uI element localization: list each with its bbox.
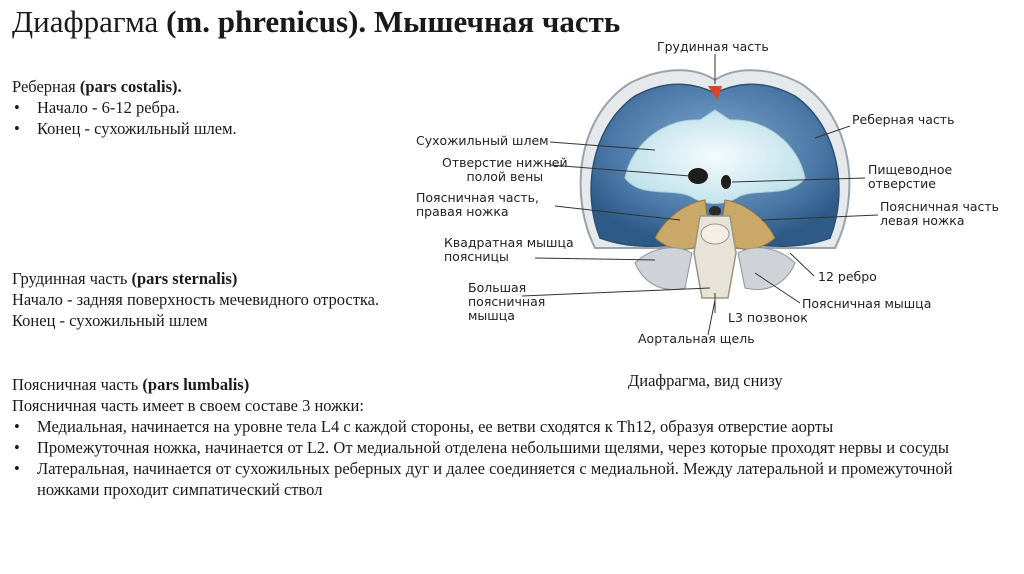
label-psoas: Поясничная мышца [802,296,932,311]
slide-title [12,4,620,40]
label-right-crus: Поясничная часть, правая ножка [416,190,539,219]
esophageal-opening-shape [721,175,731,189]
costal-bullet-1: • Начало - 6-12 ребра. [12,97,412,118]
label-costal-part: Реберная часть [852,112,955,127]
diaphragm-figure [410,38,1000,358]
ivc-opening-shape [688,168,708,184]
costal-heading [12,76,412,97]
sternal-line-1: Начало - задняя поверхность мечевидного отростка. [12,290,380,309]
lumbar-section [12,374,1007,500]
lumbar-bullet-3: • Латеральная, начинается от сухожильных реберных дуг и далее соединяется с медиальной. Между латеральной и промежуточной ножками проходит симпатический ствол [12,458,1007,500]
sternal-section [12,268,462,331]
costal-bullet-2: • Конец - сухожильный шлем. [12,118,412,139]
label-aortic-hiatus: Аортальная щель [638,331,755,346]
sternal-heading [12,268,462,289]
costal-section [12,76,412,139]
lumbar-heading-text: Поясничная часть [12,375,143,394]
figure-caption: Диафрагма, вид снизу [628,371,783,390]
lumbar-bullet-1: • Медиальная, начинается на уровне тела L4 с каждой стороны, ее ветви сходятся к Th12, образуя отверстие аорты [12,416,1007,437]
label-rib12: 12 ребро [818,269,877,284]
label-psoas-major: Большая поясничная мышца [468,280,546,323]
label-l3: L3 позвонок [728,310,808,325]
lumbar-heading [12,374,1007,395]
lumbar-heading-latin: (pars lumbalis) [142,375,250,394]
aortic-opening-shape [709,206,721,216]
title-latin: (m. phrenicus). Мышечная часть [166,4,621,39]
label-ivc-opening: Отверстие нижней полой вены [442,155,568,184]
title-main: Диафрагма [12,4,167,39]
label-quadratus: Квадратная мышца поясницы [444,235,574,264]
sternal-heading-text: Грудинная часть [12,269,132,288]
psoas-shape [738,248,795,290]
costal-heading-latin: (pars costalis). [79,77,182,96]
sternal-line-2: Конец - сухожильный шлем [12,311,208,330]
lumbar-intro: Поясничная часть имеет в своем составе 3 ножки: [12,396,364,415]
lumbar-bullet-2: • Промежуточная ножка, начинается от L2. От медиальной отделена небольшими щелями, через которые проходят нервы и сосуды [12,437,1007,458]
quadratus-shape [635,248,692,290]
label-central-tendon: Сухожильный шлем [416,133,549,148]
label-esophageal-opening: Пищеводное отверстие [868,162,953,191]
sternal-heading-latin: (pars sternalis) [131,269,238,288]
label-left-crus: Поясничная часть левая ножка [880,199,1000,228]
costal-heading-text: Реберная [12,77,80,96]
label-sternal-part: Грудинная часть [657,39,769,54]
